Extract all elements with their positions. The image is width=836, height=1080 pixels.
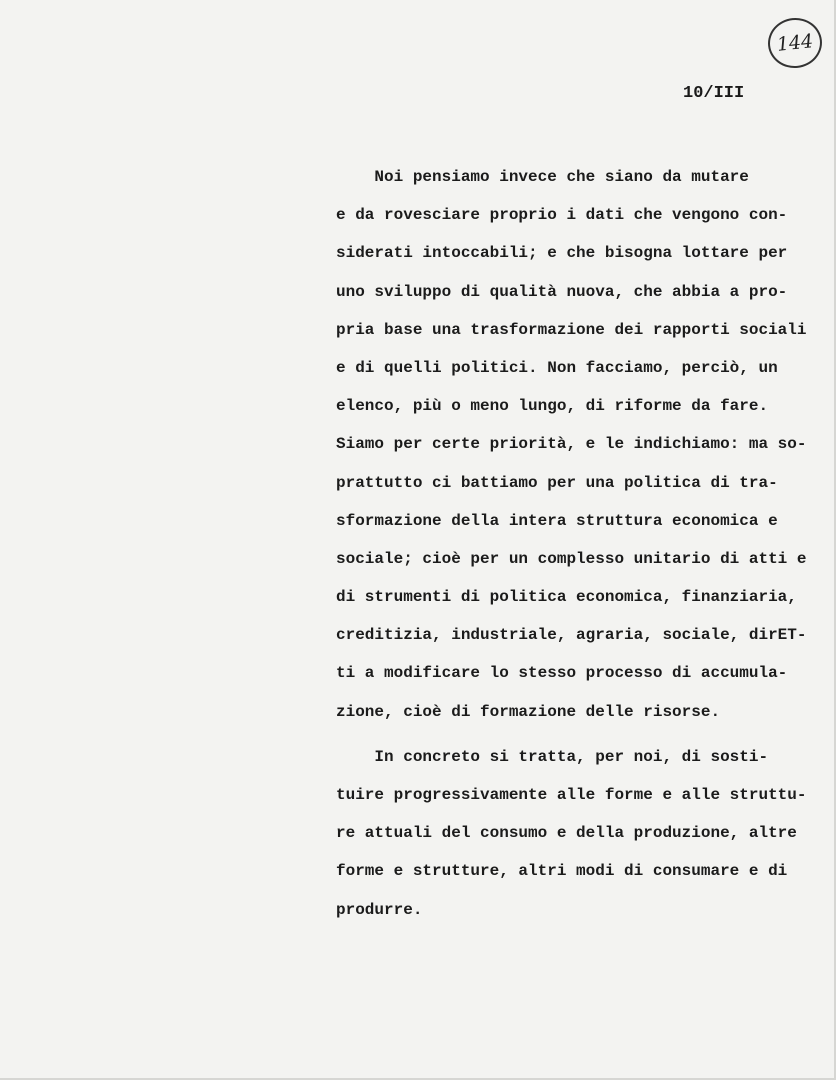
text-line: produrre. [336, 900, 423, 919]
text-line: zione, cioè di formazione delle risorse. [336, 702, 721, 721]
text-line: prattutto ci battiamo per una politica di tra- [336, 473, 778, 492]
paragraph-gap [336, 731, 832, 738]
text-line: sociale; cioè per un complesso unitario di atti e [336, 549, 807, 568]
text-line: elenco, più o meno lungo, di riforme da fare. [336, 397, 769, 416]
text-line: e di quelli politici. Non facciamo, perciò, un [336, 358, 778, 377]
text-line: tuire progressivamente alle forme e alle struttu- [336, 786, 807, 804]
paragraph [336, 158, 832, 731]
text-line: re attuali del consumo e della produzione, altre [336, 824, 797, 843]
text-line: forme e strutture, altri modi di consumare e di [336, 862, 788, 881]
stamp-number: 144 [775, 30, 815, 56]
body-text [336, 158, 832, 929]
text-line: sformazione della intera struttura economica e [336, 511, 778, 530]
text-line: Noi pensiamo invece che siano da mutare [336, 168, 749, 186]
text-line: Siamo per certe priorità, e le indichiamo: ma so- [336, 435, 807, 454]
text-line: siderati intoccabili; e che bisogna lottare per [336, 244, 788, 263]
text-line: In concreto si tratta, per noi, di sosti- [336, 747, 769, 766]
text-line: creditizia, industriale, agraria, sociale, dirET- [336, 626, 807, 645]
paragraph [336, 738, 832, 929]
archive-stamp [766, 15, 825, 70]
page-number: 10/III [683, 84, 745, 103]
text-line: pria base una trasformazione dei rapporti sociali [336, 320, 807, 339]
text-line: e da rovesciare proprio i dati che vengono con- [336, 206, 788, 225]
text-line: uno sviluppo di qualità nuova, che abbia a pro- [336, 282, 788, 301]
text-line: di strumenti di politica economica, finanziaria, [336, 588, 797, 607]
text-line: ti a modificare lo stesso processo di accumula- [336, 664, 788, 683]
